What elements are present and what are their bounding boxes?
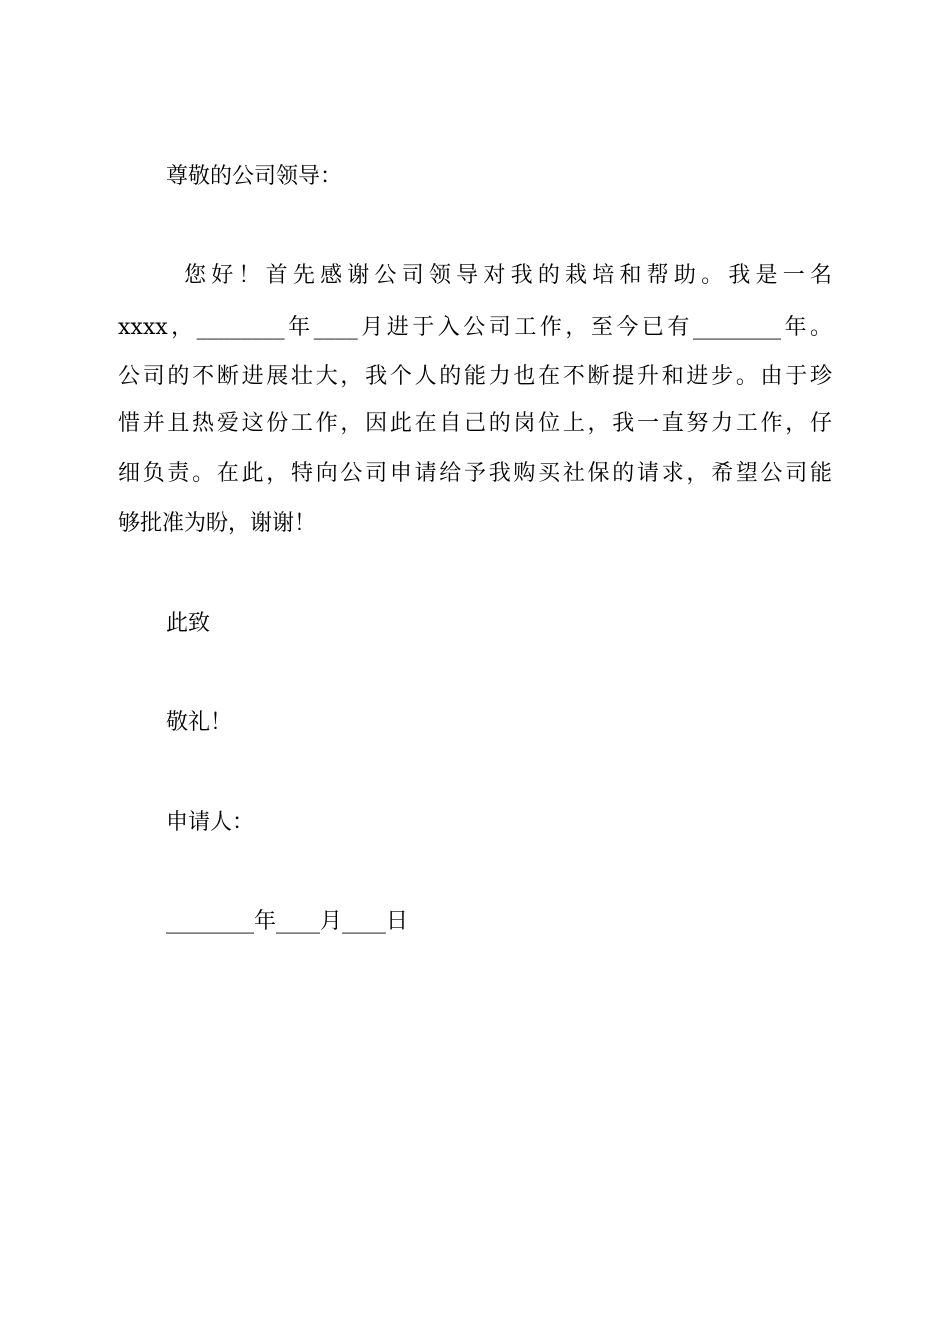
body-line-3: 公司的不断进展壮大，我个人的能力也在不断提升和进步。由于珍	[118, 364, 832, 389]
date-line: ________年____月____日	[166, 909, 409, 934]
body-line-6: 够批准为盼，谢谢！	[118, 511, 317, 536]
body-line-1: 您好！首先感谢公司领导对我的栽培和帮助。我是一名	[184, 263, 832, 288]
closing-jingli: 敬礼！	[166, 710, 233, 735]
closing-cizhi: 此致	[166, 611, 211, 636]
salutation: 尊敬的公司领导：	[166, 164, 343, 189]
body-line-2: xxxx，________年____月进于入公司工作，至今已有________年。	[118, 315, 832, 340]
body-line-5: 细负责。在此，特向公司申请给予我购买社保的请求，希望公司能	[118, 461, 832, 486]
body-line-4: 惜并且热爱这份工作，因此在自己的岗位上，我一直努力工作，仔	[118, 411, 832, 436]
applicant-label: 申请人：	[166, 810, 255, 835]
